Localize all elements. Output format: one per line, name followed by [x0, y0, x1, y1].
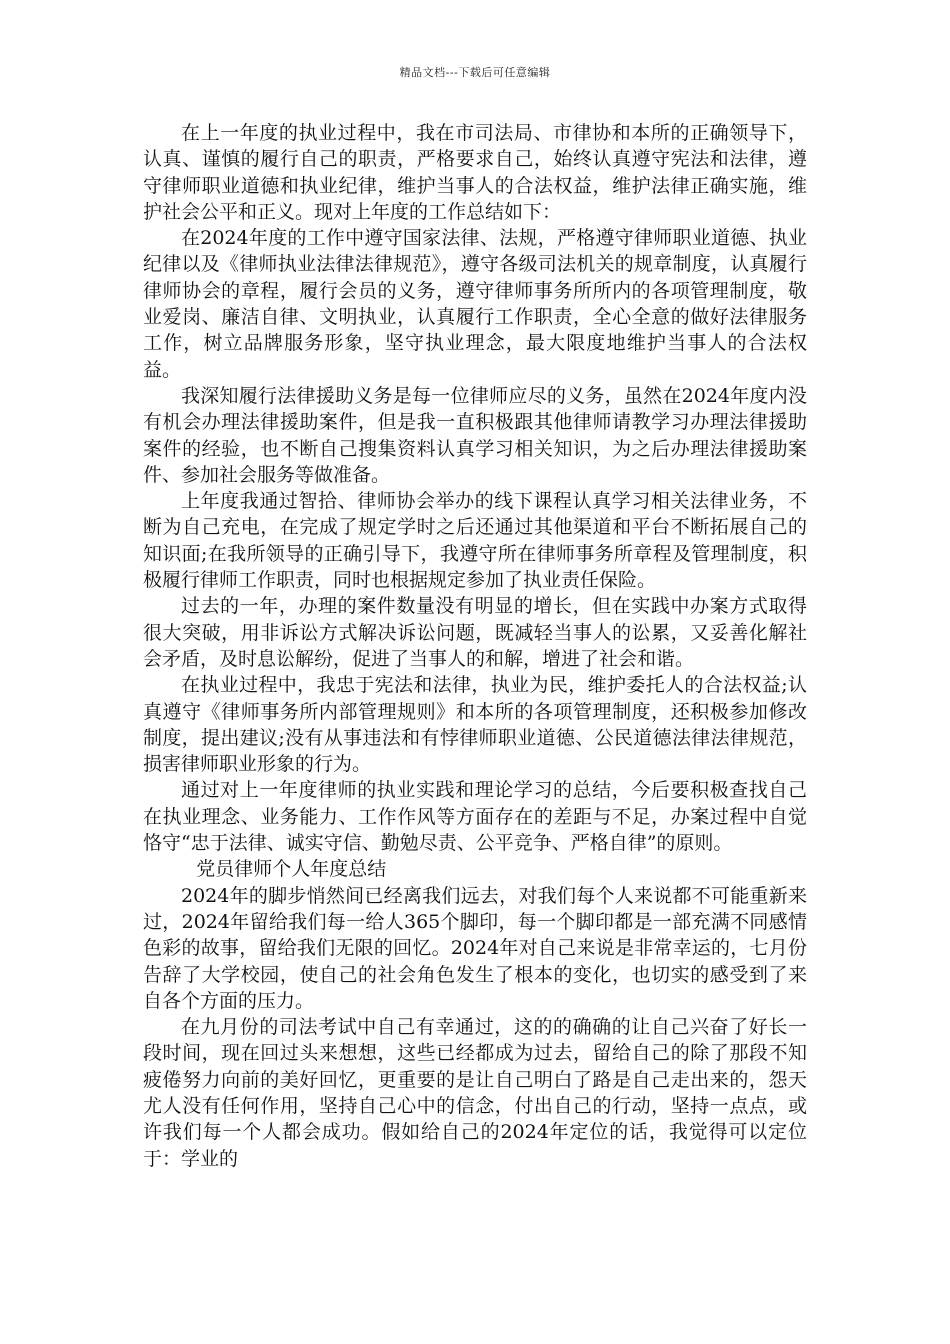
paragraph: 我深知履行法律援助义务是每一位律师应尽的义务，虽然在2024年度内没有机会办理法律援助案件，但是我一直积极跟其他律师请教学习办理法律援助案件的经验，也不断自己搜集资料认真学习相关知识，为之后办理法律援助案件、参加社会服务等做准备。: [143, 384, 807, 486]
paragraph: 在上一年度的执业过程中，我在市司法局、市律协和本所的正确领导下，认真、谨慎的履行自己的职责，严格要求自己，始终认真遵守宪法和法律，遵守律师职业道德和执业纪律，维护当事人的合法权益，维护法律正确实施，维护社会公平和正义。现对上年度的工作总结如下：: [143, 122, 807, 223]
paragraph: 在2024年度的工作中遵守国家法律、法规，严格遵守律师职业道德、执业纪律以及《律师执业法律法律规范》，遵守各级司法机关的规章制度，认真履行律师协会的章程，履行会员的义务，遵守律师事务所所内的各项管理制度，敬业爱岗、廉洁自律、文明执业，认真履行工作职责，全心全意的做好法律服务工作，树立品牌服务形象，坚守执业理念，最大限度地维护当事人的合法权益。: [143, 227, 807, 381]
paragraph: 过去的一年，办理的案件数量没有明显的增长，但在实践中办案方式取得很大突破，用非诉讼方式解决诉讼问题，既减轻当事人的讼累，又妥善化解社会矛盾，及时息讼解纷，促进了当事人的和解，增进了社会和谐。: [143, 595, 807, 670]
paragraph: 通过对上一年度律师的执业实践和理论学习的总结，今后要积极查找自己在执业理念、业务能力、工作作风等方面存在的差距与不足，办案过程中自觉恪守“忠于法律、诚实守信、勤勉尽责、公平竞争、严格自律”的原则。: [143, 779, 807, 855]
paragraph: 2024年的脚步悄然间已经离我们远去，对我们每个人来说都不可能重新来过，2024年留给我们每一给人365个脚印，每一个脚印都是一部充满不同感情色彩的故事，留给我们无限的回忆。2024年对自己来说是非常幸运的，七月份告辞了大学校园，使自己的社会角色发生了根本的变化，也切实的感受到了来自各个方面的压力。: [143, 884, 807, 1012]
document-body: [143, 120, 807, 1172]
paragraph: 上年度我通过智拾、律师协会举办的线下课程认真学习相关法律业务，不断为自己充电，在完成了规定学时之后还通过其他渠道和平台不断拓展自己的知识面;在我所领导的正确引导下，我遵守所在律师事务所章程及管理制度，积极履行律师工作职责，同时也根据规定参加了执业责任保险。: [143, 490, 807, 592]
page-header: 精品文档---下载后可任意编辑: [399, 66, 551, 79]
paragraph: 在执业过程中，我忠于宪法和法律，执业为民，维护委托人的合法权益;认真遵守《律师事务所内部管理规则》和本所的各项管理制度，还积极参加修改制度，提出建议;没有从事违法和有悖律师职业道德、公民道德法律法律规范，损害律师职业形象的行为。: [143, 674, 807, 776]
section-title: 党员律师个人年度总结: [196, 858, 387, 881]
paragraph: 在九月份的司法考试中自己有幸通过，这的的确确的让自己兴奋了好长一段时间，现在回过头来想想，这些已经都成为过去，留给自己的除了那段不知疲倦努力向前的美好回忆，更重要的是让自己明白了路是自己走出来的，怨天尤人没有任何作用，坚持自己心中的信念，付出自己的行动，坚持一点点，或许我们每一个人都会成功。假如给自己的2024年定位的话，我觉得可以定位于：学业的: [143, 1016, 807, 1170]
